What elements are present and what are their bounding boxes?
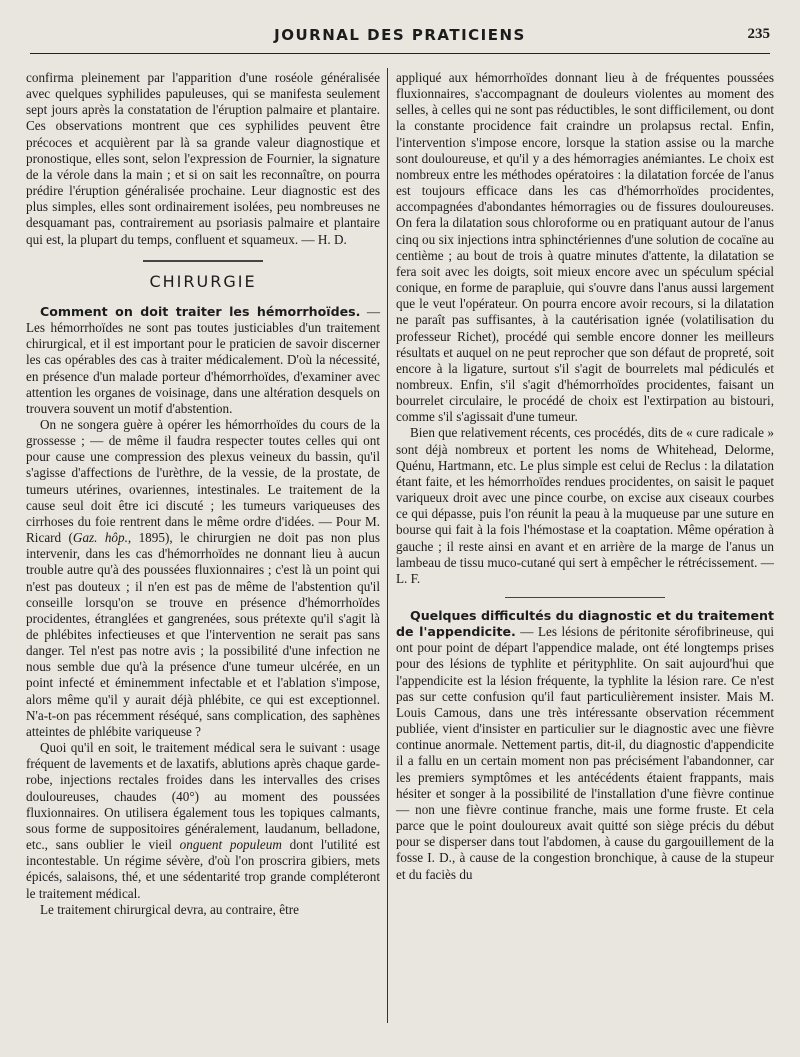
page-number: 235	[747, 26, 770, 42]
article-title-hemorrhoides: Comment on doit traiter les hémorrhoïdes.	[40, 303, 361, 319]
article-paragraph	[26, 417, 380, 740]
section-heading-text: CHIRURGIE	[149, 271, 257, 291]
article-paragraph: appliqué aux hémorrhoïdes donnant lieu à de fréquentes poussées fluxionnaires, s'accompagnant de douleurs violentes au moment des selles, à celles qui ne sont pas réductibles, le sont difficilement, ou dont la constante procidence fait craindre un prolapsus rectal. Enfin, l'intervention s'impose encore, lorsque la station assise ou la marche sont douloureuse, et qu'il y a des hémorragies anémiantes. Le choix est nombreux entre les méthodes opératoires : la dilatation forcée de l'anus est toujours efficace dans les cas d'hémorrhoïdes procidentes, accompagnées d'abondantes hémorragies ou de fissures douloureuses. On fera la dilatation sous chloroforme ou en pratiquant autour de l'anus cinq ou six injections intra sphinctériennes d'une solution de cocaïne au centième ; au bout de trois à quatre minutes d'attente, la dilatation se fera soit avec les doigts, soit mieux encore avec un spéculum spécial conique, en forme de parapluie, qui s'ouvre dans l'anus aussi largement que le veut l'opérateur. On pourra encore avoir recours, si la dilatation ne paraît pas suffisantes, à la cautérisation ignée (volatilisation du professeur Richet), procédé qui semble encore donner les meilleurs résultats et auquel on ne peut reprocher que son défaut de propreté, soit encore à la ligature, surtout s'il s'agit de bourrelets mal pédiculés et nombreux. Enfin, s'il s'agit d'hémorrhoïdes procidentes, faisant un bourrelet circulaire, le procédé de choix est l'extirpation au bistouri, comme s'il s'agissait d'une tumeur.	[396, 70, 774, 425]
left-column	[26, 70, 380, 918]
column-divider	[387, 68, 388, 1023]
paragraph-text: On ne songera guère à opérer les hémorrhoïdes du cours de la grossesse ; — de même il faudra respecter toutes celles qui ont pour cause une compression des plexus veineux du bassin, qu'il s'agisse d'affections de l'urèthre, de la vessie, de la prostate, de tumeurs utérines, ovariennes, intestinales. Le traitement de la cause seul doit être ici discuté ; les tumeurs variqueuses des cirrhoses du foie rentrent dans le même ordre d'idées. — Pour M. Ricard (	[26, 416, 380, 546]
citation-reference: Gaz. hôp.	[72, 530, 128, 546]
article-paragraph	[26, 740, 380, 902]
paragraph-text: , 1895), le chirurgien ne doit pas non plus intervenir, dans les cas d'hémorrhoïdes ne donnant lieu à aucun trouble autre qu'à des poussées fluxionnaires ; c'est là un point qui n'est pas douteux ; il n'en est pas de même de l'abstention qu'il conseille lorsqu'on se trouve en présence d'hémorrhoïdes procidentes, étranglées et gangrenées, sous prétexte qu'il s'agit là de phlébites infectieuses et que l'intervention ne serait pas sans danger. Tel n'est pas notre avis ; la possibilité d'une infection ne nous semble due qu'à la présence d'une tumeur ulcérée, en un point infecté et éminemment infectable et et l'ablation s'impose, alors même qu'il y aurait déjà phlébite, ce qui est exceptionnel. N'a-t-on pas récemment réséqué, sans complication, des saphènes atteintes de phlébite variqueuse ?	[26, 530, 381, 739]
article-paragraph	[396, 608, 774, 883]
right-column	[396, 70, 774, 883]
remedy-name: onguent populeum	[179, 837, 282, 853]
article-paragraph: Le traitement chirurgical devra, au contraire, être	[40, 901, 299, 917]
article-separator	[505, 597, 665, 598]
header-rule	[30, 53, 770, 54]
section-heading	[143, 260, 263, 290]
paragraph-text: — Les lésions de péritonite sérofibrineuse, qui ont pour point de départ l'appendice malade, ont été longtemps prises pour des lésions de typhlite et pérityphlite. On sait aujourd'hui que l'appendicite est la lésion fréquente, la typhlite la lésion rare. Ce n'est pas sur cette confusion qu'il faut particulièrement insister. Mais M. Louis Camous, dans une très intéressante observation récemment publiée, vient d'insister en particulier sur le diagnostic avec une fièvre continue anormale. Nettement partis, dit-il, du diagnostic d'appendicite il a fallu en un certain moment non pas précisément l'abandonner, car les premiers symptômes et les antécédents étaient frappants, mais hésiter et songer à la possibilité de l'installation d'une fièvre continue — non une fièvre continue franche, mais une forme fruste. Et cela parce que le point douloureux avait quitté son siège précis du début pour se disperser dans tout l'abdomen, à cause du gargouillement de la fosse I. D., à cause de la congestion bronchique, à cause de la stupeur et du faciès du	[396, 624, 774, 882]
intro-paragraph: confirma pleinement par l'apparition d'une roséole généralisée avec quelques syphilides papuleuses, qui se manifesta seulement sept jours après la constatation de l'éruption palmaire et plantaire. Ces observations montrent que ces syphilides peuvent être précoces et acquièrent par là sa grande valeur diagnostique et pronostique, elles sont, selon l'expression de Fournier, la signature de la vérole dans la main ; et si on sait les reconnaître, on pourra prédire l'éruption généralisée prochaine. Leur diagnostic est des plus simples, elles sont ordinairement isolées, peu nombreuses ne desquamant pas, contrairement au psoriasis palmaire et plantaire qui est, la plupart du temps, confluent et squameux. — H. D.	[26, 70, 380, 247]
page-header	[30, 26, 770, 50]
paragraph-text: — Les hémorrhoïdes ne sont pas toutes justiciables d'un traitement chirurgical, et il est important pour le praticien de savoir discerner les cas opérables des cas à traiter médicalement. D'où la nécessité, en présence d'un malade porteur d'hémorrhoïdes, d'examiner avec attention les organes de voisinage, dans une altération desquels on trouvera souvent un motif d'abstention.	[26, 303, 380, 416]
article-title-appendicite: Quelques difficultés du diagnostic et du traitement de l'appendicite.	[396, 608, 774, 640]
article-paragraph	[26, 304, 380, 417]
journal-title: JOURNAL DES PRATICIENS	[274, 26, 526, 44]
article-paragraph: Bien que relativement récents, ces procédés, dits de « cure radicale » sont déjà nombreux et portent les noms de Whitehead, Delorme, Quénu, Hartmann, etc. Le plus simple est celui de Reclus : la dilatation étant faite, et les hémorrhoïdes rendues procidentes, on saisit le paquet variqueux droit avec une pince courbe, on excise aux ciseaux courbes ce qui dépasse, puis l'on réunit la peau à la muqueuse par une suture en bourse qui fait à la fois l'hémostase et la coaptation. Même opération à gauche ; il reste ainsi en avant et en arrière de la marge de l'anus un lambeau de tissu muco-cutané qui sert à empêcher le rétrécissement. — L. F.	[396, 425, 774, 586]
paragraph-text: dont l'utilité est incontestable. Un régime sévère, d'où l'on proscrira gibiers, mets épicés, salaisons, thé, et une sédentarité trop grande compléteront le traitement médical.	[26, 837, 380, 901]
paragraph-text: Quoi qu'il en soit, le traitement médical sera le suivant : usage fréquent de lavements et de laxatifs, ablutions après chaque garde-robe, injections rectales froides dans les intervalles des crises douloureuses, chaudes (40°) au moment des poussées fluxionnaires. On utilisera également tous les topiques calmants, sous forme de suppositoires généralement, laudanum, belladone, etc., sans oublier le vieil	[26, 740, 380, 853]
